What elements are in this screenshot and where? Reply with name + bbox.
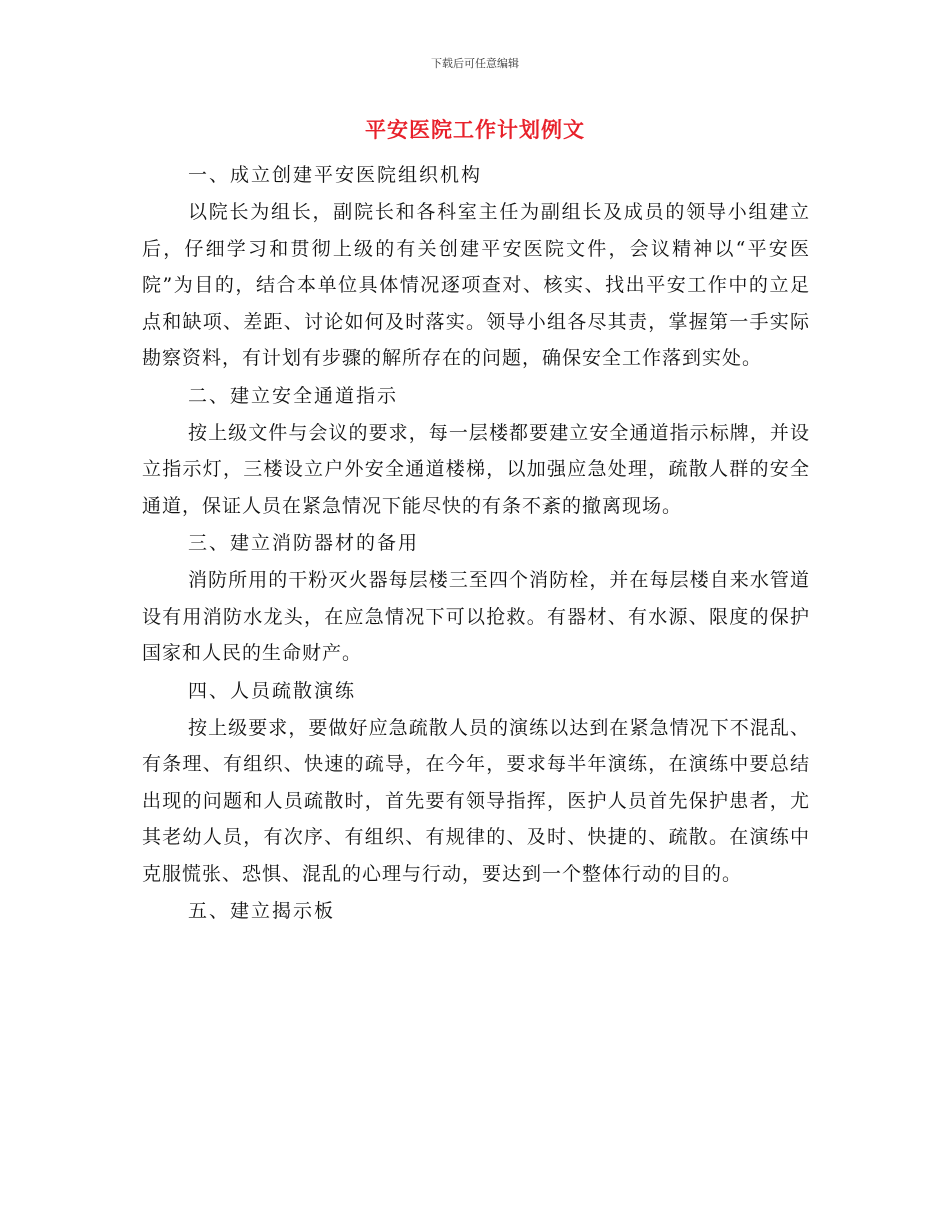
section-heading: 五、建立揭示板 (188, 900, 336, 922)
section-paragraph: 按上级文件与会议的要求，每一层楼都要建立安全通道指示标牌，并设立指示灯，三楼设立户外安全通道楼梯，以加强应急处理，疏散人群的安全通道，保证人员在紧急情况下能尽快的有条不紊的撤离现场。 (142, 421, 810, 517)
section-1 (142, 156, 810, 377)
section-heading: 三、建立消防器材的备用 (188, 532, 420, 554)
document-body (142, 156, 810, 930)
section-2 (142, 377, 810, 525)
section-5 (142, 892, 810, 930)
section-paragraph: 按上级要求，要做好应急疏散人员的演练以达到在紧急情况下不混乱、有条理、有组织、快速的疏导，在今年，要求每半年演练，在演练中要总结出现的问题和人员疏散时，首先要有领导指挥，医护人员首先保护患者，尤其老幼人员，有次序、有组织、有规律的、及时、快捷的、疏散。在演练中克服慌张、恐惧、混乱的心理与行动，要达到一个整体行动的目的。 (142, 716, 810, 885)
section-paragraph: 以院长为组长，副院长和各科室主任为副组长及成员的领导小组建立后，仔细学习和贯彻上级的有关创建平安医院文件，会议精神以“平安医院”为目的，结合本单位具体情况逐项查对、核实、找出平安工作中的立足点和缺项、差距、讨论如何及时落实。领导小组各尽其责，掌握第一手实际勘察资料，有计划有步骤的解所存在的问题，确保安全工作落到实处。 (142, 201, 810, 369)
header-note: 下载后可任意编辑 (431, 57, 519, 70)
section-4 (142, 672, 810, 893)
section-heading: 四、人员疏散演练 (188, 679, 357, 702)
section-3 (142, 524, 810, 672)
section-heading: 二、建立安全通道指示 (188, 384, 399, 407)
section-heading: 一、成立创建平安医院组织机构 (188, 164, 483, 186)
section-paragraph: 消防所用的干粉灭火器每层楼三至四个消防栓，并在每层楼自来水管道设有用消防水龙头，在应急情况下可以抢救。有器材、有水源、限度的保护国家和人民的生命财产。 (142, 569, 810, 664)
document-title: 平安医院工作计划例文 (365, 117, 585, 142)
